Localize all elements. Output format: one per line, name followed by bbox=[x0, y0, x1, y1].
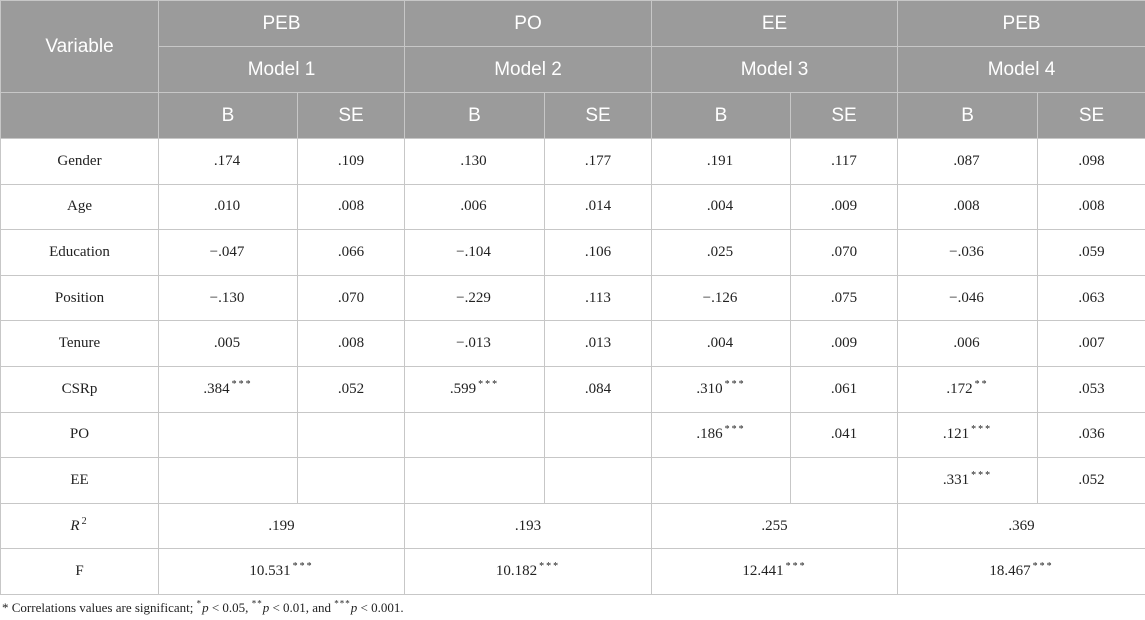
dv-header: PEB bbox=[898, 1, 1145, 47]
coef-value: .025 bbox=[706, 243, 734, 260]
row-label: PO bbox=[1, 412, 159, 458]
r-squared-value: .369 bbox=[898, 503, 1145, 549]
b-header: B bbox=[898, 93, 1038, 139]
coef-cell bbox=[159, 458, 298, 504]
coef-value: .004 bbox=[706, 335, 734, 352]
se-cell: .052 bbox=[298, 366, 405, 412]
se-cell: .084 bbox=[545, 366, 652, 412]
coef-cell bbox=[898, 230, 1038, 276]
sig-stars: *** bbox=[539, 561, 561, 573]
coef-value: .004 bbox=[706, 198, 734, 215]
coef-value: .191 bbox=[706, 152, 734, 169]
coef-cell bbox=[652, 366, 791, 412]
footnote-marker: * bbox=[2, 600, 9, 615]
model-header: Model 1 bbox=[159, 47, 405, 93]
r-squared-r: R bbox=[70, 517, 80, 534]
se-cell: .061 bbox=[791, 366, 898, 412]
r-squared-row bbox=[1, 503, 1145, 549]
row-label: CSRp bbox=[1, 366, 159, 412]
se-cell: .106 bbox=[545, 230, 652, 276]
se-header: SE bbox=[545, 93, 652, 139]
table-row bbox=[1, 139, 1145, 185]
coef-cell bbox=[159, 321, 298, 367]
se-cell: .052 bbox=[1038, 458, 1145, 504]
b-header: B bbox=[652, 93, 791, 139]
se-cell: .041 bbox=[791, 412, 898, 458]
row-label: Position bbox=[1, 275, 159, 321]
coef-value: .186 bbox=[696, 426, 723, 443]
r-squared-sup: 2 bbox=[81, 515, 89, 527]
coef-cell bbox=[405, 366, 545, 412]
row-label: EE bbox=[1, 458, 159, 504]
footnote-threshold-3: < 0.001. bbox=[360, 600, 404, 615]
coef-value: −.126 bbox=[702, 289, 738, 306]
coef-value: −.013 bbox=[456, 335, 491, 352]
coef-cell bbox=[652, 412, 791, 458]
coef-value: .006 bbox=[953, 335, 980, 352]
header-row-stats bbox=[1, 93, 1145, 139]
coef-cell bbox=[405, 139, 545, 185]
footnote-p: p bbox=[262, 600, 270, 615]
r-squared-value: .255 bbox=[652, 503, 898, 549]
sig-stars: *** bbox=[971, 424, 993, 436]
f-value: 10.182 bbox=[495, 563, 538, 580]
se-cell bbox=[298, 412, 405, 458]
r-squared-value: .193 bbox=[405, 503, 652, 549]
se-cell: .009 bbox=[791, 184, 898, 230]
se-cell: .109 bbox=[298, 139, 405, 185]
f-value-cell bbox=[405, 549, 652, 595]
coef-cell bbox=[159, 139, 298, 185]
sig-stars: *** bbox=[1032, 561, 1054, 573]
sig-stars: *** bbox=[724, 378, 746, 390]
f-value: 12.441 bbox=[742, 563, 784, 580]
table-row bbox=[1, 366, 1145, 412]
se-cell: .063 bbox=[1038, 275, 1145, 321]
coef-cell bbox=[405, 230, 545, 276]
coef-value: .008 bbox=[953, 198, 980, 215]
table-row bbox=[1, 321, 1145, 367]
se-cell: .013 bbox=[545, 321, 652, 367]
coef-cell bbox=[898, 184, 1038, 230]
header-row-dv bbox=[1, 1, 1145, 47]
footnote-threshold-1: < 0.05, bbox=[211, 600, 249, 615]
se-cell: .066 bbox=[298, 230, 405, 276]
se-header: SE bbox=[1038, 93, 1145, 139]
se-cell: .059 bbox=[1038, 230, 1145, 276]
se-cell: .098 bbox=[1038, 139, 1145, 185]
f-value: 10.531 bbox=[249, 563, 291, 580]
f-value-cell bbox=[898, 549, 1145, 595]
coef-value: .130 bbox=[460, 152, 487, 169]
se-cell: .007 bbox=[1038, 321, 1145, 367]
se-header: SE bbox=[791, 93, 898, 139]
sig-stars: *** bbox=[724, 424, 746, 436]
se-cell bbox=[545, 412, 652, 458]
f-value-cell bbox=[652, 549, 898, 595]
se-cell: .008 bbox=[1038, 184, 1145, 230]
table-row bbox=[1, 184, 1145, 230]
coef-value: −.104 bbox=[456, 243, 491, 260]
footnote-sig-3: *** bbox=[334, 598, 351, 609]
table-body bbox=[1, 139, 1145, 595]
se-cell: .117 bbox=[791, 139, 898, 185]
sig-stars: *** bbox=[478, 378, 500, 390]
dv-header: PO bbox=[405, 1, 652, 47]
coef-value: .010 bbox=[213, 198, 241, 215]
coef-cell bbox=[405, 412, 545, 458]
dv-header: PEB bbox=[159, 1, 405, 47]
se-cell: .075 bbox=[791, 275, 898, 321]
coef-value: .005 bbox=[213, 335, 241, 352]
se-cell: .070 bbox=[298, 275, 405, 321]
se-cell: .014 bbox=[545, 184, 652, 230]
se-cell: .177 bbox=[545, 139, 652, 185]
coef-value: .384 bbox=[203, 380, 230, 397]
coef-cell bbox=[898, 275, 1038, 321]
sig-stars: *** bbox=[971, 469, 993, 481]
coef-cell bbox=[159, 366, 298, 412]
se-cell: .008 bbox=[298, 184, 405, 230]
f-row bbox=[1, 549, 1145, 595]
se-cell: .053 bbox=[1038, 366, 1145, 412]
f-value-cell bbox=[159, 549, 405, 595]
coef-value: .599 bbox=[449, 380, 477, 397]
se-cell bbox=[791, 458, 898, 504]
row-label: Gender bbox=[1, 139, 159, 185]
table-row bbox=[1, 275, 1145, 321]
coef-cell bbox=[405, 458, 545, 504]
coef-cell bbox=[159, 275, 298, 321]
coef-value: −.130 bbox=[209, 289, 245, 306]
coef-value: .174 bbox=[213, 152, 241, 169]
coef-value: −.046 bbox=[949, 289, 984, 306]
f-value: 18.467 bbox=[989, 563, 1031, 580]
coef-cell bbox=[652, 275, 791, 321]
header-empty-cell bbox=[1, 93, 159, 139]
model-header: Model 3 bbox=[652, 47, 898, 93]
footnote-p: p bbox=[202, 600, 209, 615]
header-row-model bbox=[1, 47, 1145, 93]
se-cell bbox=[545, 458, 652, 504]
coef-cell bbox=[898, 458, 1038, 504]
b-header: B bbox=[405, 93, 545, 139]
coef-value: −.229 bbox=[456, 289, 491, 306]
footnote-sig-2: ** bbox=[251, 598, 263, 609]
footnote-threshold-2: < 0.01, and bbox=[272, 600, 332, 615]
coef-cell bbox=[652, 139, 791, 185]
coef-value: .331 bbox=[942, 471, 970, 488]
coef-cell bbox=[898, 139, 1038, 185]
coef-cell bbox=[898, 366, 1038, 412]
coef-cell bbox=[652, 184, 791, 230]
coef-cell bbox=[405, 184, 545, 230]
f-label: F bbox=[1, 549, 159, 595]
model-header: Model 2 bbox=[405, 47, 652, 93]
model-header: Model 4 bbox=[898, 47, 1145, 93]
coef-cell bbox=[159, 184, 298, 230]
coef-cell bbox=[652, 321, 791, 367]
coef-cell bbox=[405, 275, 545, 321]
coef-value: .121 bbox=[942, 426, 970, 443]
coef-value: −.047 bbox=[209, 243, 245, 260]
coef-cell bbox=[898, 321, 1038, 367]
footnote-lead: Correlations values are significant; bbox=[11, 600, 194, 615]
se-header: SE bbox=[298, 93, 405, 139]
se-cell: .113 bbox=[545, 275, 652, 321]
se-cell: .008 bbox=[298, 321, 405, 367]
row-label: Education bbox=[1, 230, 159, 276]
se-cell: .009 bbox=[791, 321, 898, 367]
coef-cell bbox=[405, 321, 545, 367]
sig-stars: *** bbox=[785, 561, 807, 573]
se-cell: .036 bbox=[1038, 412, 1145, 458]
coef-cell bbox=[898, 412, 1038, 458]
coef-value: .310 bbox=[696, 380, 723, 397]
se-cell bbox=[298, 458, 405, 504]
table-footnote bbox=[2, 600, 404, 616]
coef-value: .006 bbox=[460, 198, 487, 215]
table-row bbox=[1, 230, 1145, 276]
sig-stars: *** bbox=[292, 561, 314, 573]
sig-stars: ** bbox=[974, 378, 989, 390]
footnote-p: p bbox=[350, 600, 358, 615]
row-label: Tenure bbox=[1, 321, 159, 367]
b-header: B bbox=[159, 93, 298, 139]
coef-cell bbox=[652, 230, 791, 276]
r-squared-value: .199 bbox=[159, 503, 405, 549]
row-label: Age bbox=[1, 184, 159, 230]
table-row bbox=[1, 412, 1145, 458]
coef-value: −.036 bbox=[949, 243, 984, 260]
coef-cell bbox=[652, 458, 791, 504]
coef-value: .172 bbox=[946, 380, 973, 397]
coef-cell bbox=[159, 230, 298, 276]
r-squared-label bbox=[1, 503, 159, 549]
coef-cell bbox=[159, 412, 298, 458]
dv-header: EE bbox=[652, 1, 898, 47]
coef-value: .087 bbox=[953, 152, 980, 169]
se-cell: .070 bbox=[791, 230, 898, 276]
variable-header: Variable bbox=[1, 1, 159, 93]
footnote-sig-1: * bbox=[196, 598, 203, 609]
sig-stars: *** bbox=[231, 378, 253, 390]
table-row bbox=[1, 458, 1145, 504]
